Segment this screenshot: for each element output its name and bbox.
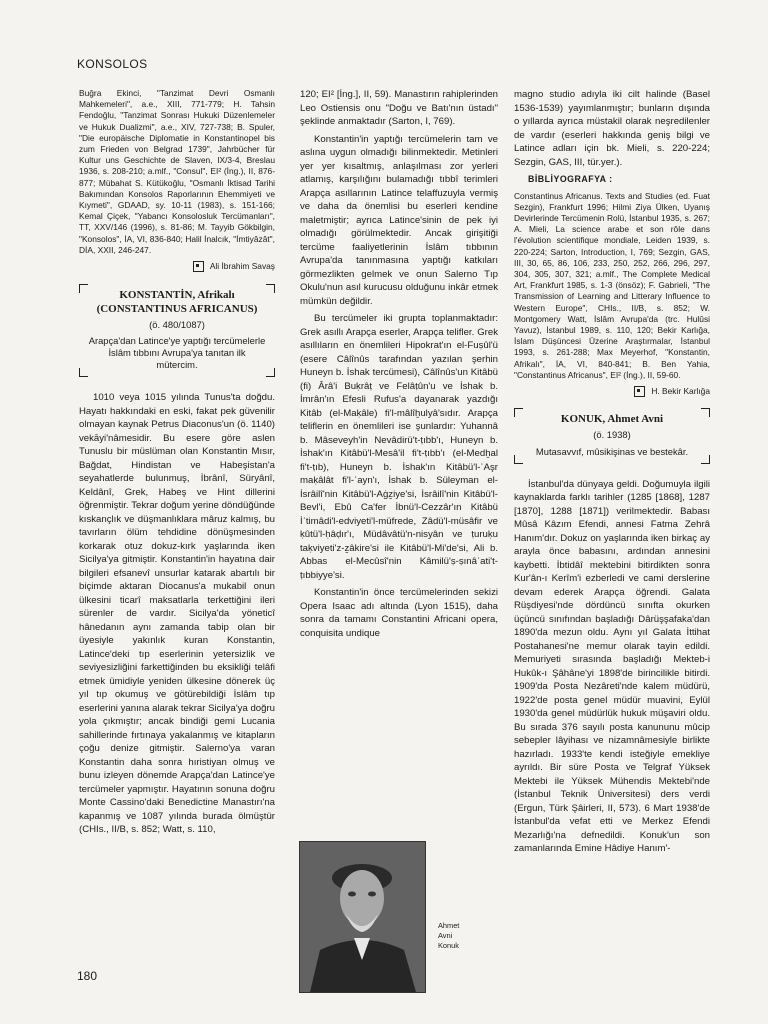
signature-name: Ali İbrahim Savaş xyxy=(209,261,275,272)
corner-mark xyxy=(79,284,88,293)
author-signature xyxy=(79,260,275,274)
caption-line: Konuk xyxy=(438,941,459,950)
entry-body: İstanbul'da dünyaya geldi. Doğumuyla ilgili kaynaklarda farklı tarihler (1285 [1868], 1287 [1870], 1288 [1871]) verilmektedir. Babası Mûsâ Kâzım Efendi, annesi Fatma Zehrâ Hanım'dır. Dokuz on yaşlarında iken birkaç ay arayla önce babasını, ardından annesini kaybetti. İbtidâî mektebini bitirdikten sonra Kur'ân-ı Kerîm'i ezberledi ve cami derslerine devam ederek Arapça öğrendi. Galata Rüşdiyesi'nde dördüncü sınıfta okurken üçüncü sınıfından başladığı Dârüşşafaka'dan 1890'da mezun oldu. Aynı yıl Galata İttihat Postahanesi'ne memur olarak tayin edildi. Memuriyeti sırasında başladığı Mekteb-i Hukûk-ı Şâhâne'yi 1898'de birincilikle bitirdi. 1909'da Posta Nezâreti'nde kalem müdürü, 1922'de posta genel müdür muavini, Eylül 1930'da genel müdürlük hukuk müşaviri oldu. Bu sırada 376 sayılı posta kanununu mûcip sebepler lâyihası ve nizamnâmesiyle birlikte hazırladı. 1933'te kendi isteğiyle emekliye ayrıldı. Bir süre Posta ve Telgraf Yüksek Mektebi ile Yüksek Mühendis Mektebi'nde (İstanbul Teknik Üniversitesi) ders verdi (Ergun, Türk Şâirleri, II, 573). 6 Mart 1938'de İstanbul'da vefat etti ve Merkez Efendi Mezarlığı'na defnedildi. Konuk'un son zamanlarında Emine Hâdiye Hanım'- xyxy=(514,478,710,855)
bibliography-text: Constantinus Africanus. Texts and Studies (ed. Fuat Sezgin), Frankfurt 1996; Hilmi Ziya Ülken, Uyanış Devirlerinde Tercümenin Rolü, İstanbul 1935, s. 267; A. Mieli, La science arabe et son rôle dans l'évolution scientifique mondiale, Leiden 1939, s. 220-224; Sarton, Introduction, I, 769; Sezgin, GAS, III, 30, 65, 86, 106, 233, 250, 252, 266, 296, 297, 304, 305, 307, 321; a.mlf., The Complete Medical Art, Frankfurt 1985, s. 1-3 (önsöz); F. Gabrieli, "The Transmission of Learning and Litterary Influence to Western Europe", CHIs., II/B, s. 852; W. Montgomery Watt, İslâm Avrupa'da (trc. Hulûsi Yavuz), İstanbul 1989, s. 110, 120; Bekir Karlığa, İslam Düşüncesi Üzerine Araştırmalar, İstanbul 1993, s. 261-288; Max Meyerhof, "Konstantin, Afrikalı", İA, VI, 840-841; B. Ben Yahia, "Constantinus Africanus", EI² (İng.), II, 59-60. xyxy=(514,190,710,380)
corner-mark xyxy=(701,455,710,464)
running-head: KONSOLOS xyxy=(77,57,148,71)
signature-name: H. Bekir Karlığa xyxy=(651,385,710,396)
caption-line: Ahmet xyxy=(438,921,460,930)
entry-body: 1010 veya 1015 yılında Tunus'ta doğdu. Hayatı hakkındaki en eski, fakat pek güvenilir olmayan kaynak Petrus Diaconus'un (ö. 1140) vekāyi'nâmesidir. Bu esere göre aslen Tunuslu bir müslüman olan Konstantin Mısır, Bağdat, Hindistan ve Habeşistan'a seyahatlerde bulunmuş, İbrânî, Süryânî, Keldânî, Grek, Habeş ve Hint dillerini öğrenmiştir. Tekrar doğum yerine döndüğünde kıskançlık ve düşmanlıklara mâruz kalmış, bu tavırların ölüm tehdidine dönüşmesinden korkarak otuz dokuz-kırk yaşlarında iken Sicilya'ya gitmiştir. Konstantin'in hayatına dair bilgileri efsanevî unsurlar katarak abartılı bir biçimde aktaran Diocanus'a mukabil onun ülkesini ticarî maksatlarla terkettiğini ileri sürenler de vardır. Sicilya'da yöneticî hânedanın aynı zamanda tabip olan bir üyesiyle yakınlık kuran Konstantin, Latince'deki tıp eserlerinin yetersizlik ve seviyesizliğini farkettiğinden bu eksikliği telâfi etmek ümidiyle yeniden ülkesine dönerek üç yıl tıp okumuş ve götürebildiği İslâm tıp eserlerini yanına alarak tekrar Sicilya'ya doğru yola çıkmıştır; ancak bindiği gemi Lucania sahillerinde fırtınaya yakalanmış ve kitapların çoğu denize gitmiştir. Salerno'ya varan Konstantin daha sonra hıristiyan olmuş ve bunu izleyen dönemde Arapça'dan Latince'ye tercümeler yapmıştır. Hayatının sonuna doğru Monte Cassino'daki Benedictine Manastırı'na kapanmış ve 1087 yılında burada ölmüştür (CHIs., II/B, s. 852; Watt, s. 110, xyxy=(79,392,275,836)
column-middle xyxy=(300,88,498,644)
author-signature xyxy=(514,385,710,399)
bibliography-heading: BİBLİYOGRAFYA : xyxy=(528,174,613,184)
paragraph: magno studio adıyla iki cilt halinde (Basel 1536-1539) yayımlanmıştır; bunların dışında o yıllarda ayrıca müstakil olarak neşredilenler de vardır (eserleri hakkında geniş bilgi ve Latince adları için bk. Mieli, s. 220-224; Sezgin, GAS, III, tür.yer.). xyxy=(514,89,710,168)
portrait-image xyxy=(300,842,425,992)
portrait-photo xyxy=(299,841,426,993)
entry-subtitle: (CONSTANTINUS AFRICANUS) xyxy=(96,302,258,315)
entry-title: KONUK, Ahmet Avni xyxy=(560,413,664,426)
column-left xyxy=(79,88,275,841)
corner-mark xyxy=(701,408,710,417)
paragraph: Bu tercümeler iki grupta toplanmaktadır: Grek asıllı Arapça eserler, Arapça telifler. Grek asıllıların en önemlileri Hipokrat'ın el-Fuṣûl'ü (esere Câlînûs tarafından yazılan şerhin Huneyn b. İshak tercümesi), Câlînûs'un Kitâbü (fi) Ârâ'i Buḳrâṭ ve Felâṭûn'u ve İshak b. İmrân'ın Efesli Rufus'a dayanarak yazdığı Kitâb (el-Maḳâle) fi'l-mâlîḫulyâ'sıdır. Arapça teliflerin en önemlileri ise şunlardır: Yuhannâ b. Mâseveyh'in Nevâdirü't-ṭıbb'ı, Huneyn b. İshak'ın Kitâbü'l-Mesâ'il fi't-ṭıbb'ı (el-Medḫal fi't-ṭıb), Huneyn b. İshak'ın Kitâbü'l-ʿAşr maḳâlât fi'l-ʿayn'ı, İshak b. Süleyman el-İsrâilî'nin Kitâbü'l-Aġẕiye'si, İsrâilî'nin Kitâbü'l-Bevl'i, Ebû Ca'fer İbnü'l-Cezzâr'ın Kitâbü İʿtimâdi'l-edviyeti'l-müfrede, Zâdü'l-müsâfir ve ḳûtü'l-ḥâḍır'ı, Müdâvâtü'n-nisyân ve ṭuruḳu taḳviyeti'z-ẕâkire'si ile Kitâbü'l-Mi'de'si, Ali b. Abbas el-Mecûsî'nin Kâmilü'ṣ-ṣınâʿati't-ṭıbbiyye'si. xyxy=(300,313,498,581)
entry-dates: (ö. 480/1087) xyxy=(149,318,205,330)
column-right xyxy=(514,88,710,860)
entry-title: KONSTANTİN, Afrikalı xyxy=(119,288,235,301)
entry-header-konuk xyxy=(514,408,710,464)
signature-icon xyxy=(193,261,204,272)
paragraph: Konstantin'in önce tercümelerinden sekizi Opera Isaac adı altında (Lyon 1515), daha sonra da tamamı Constantini Africani opera, conquisita undique xyxy=(300,587,498,639)
paragraph: Konstantin'in yaptığı tercümelerin tam ve aslına uygun olmadığı bilinmektedir. Metinleri yer yer kısaltmış, anlaşılması zor yerleri atlamış, karşılığını bulamadığı tıbbî terimleri Arapça asıllarının Latince telaffuzuyla vermiş ve daha da önemlisi bu eserleri kendine maletmiştir; ayrıca Latince'sinin de pek iyi olmadığı görülmektedir. Ancak girişitiği tercüme faaliyetlerinin İslâm tıbbının Avrupa'da tanınmasına yaptığı katkıları görmezlikten gelmek ve onun Salerno Tıp Okulu'nun asıl kurucusu olduğunu inkâr etmek mümkün değildir. xyxy=(300,133,498,307)
entry-description: Arapça'dan Latince'ye yaptığı tercümelerle İslâm tıbbını Avrupa'ya tanıtan ilk mütercim. xyxy=(88,335,266,371)
corner-mark xyxy=(79,368,88,377)
corner-mark xyxy=(266,368,275,377)
paragraph: 120; EI² [İng.], II, 59). Manastırın rahiplerinden Leo Ostiensis onu "Doğu ve Batı'nın üstadı" şeklinde anmaktadır (Sarton, I, 769). xyxy=(300,89,498,127)
caption-line: Avni xyxy=(438,931,453,940)
entry-dates: (ö. 1938) xyxy=(593,429,631,441)
entry-description: Mutasavvıf, mûsikişinas ve bestekâr. xyxy=(535,445,689,457)
corner-mark xyxy=(266,284,275,293)
corner-mark xyxy=(514,455,523,464)
bibliography-text: Buğra Ekinci, "Tanzimat Devri Osmanlı Mahkemeleri", a.e., XIII, 771-779; H. Tahsin Fendoğlu, "Tanzimat Sonrası Hukuki Düzenlemeler ve Hukuk Dualizmi", a.e., XIV, 727-738; B. Spuler, "Die europäische Diplomatie in Konstantinopel bis zum Frieden von Belgrad 1739", Jahrbücher für Kultur uns Geschichte de Slaven, IX/3-4, Breslau 1936, s. 208-210; a.mlf., "Consul", EI² (İng.), II, 876-877; Mübahat S. Kütükoğlu, "Osmanlı İktisad Tarihi Bakımından Konsolos Raporlarının Ehemmiyeti ve Kıymeti", GDAAD, sy. 10-11 (1983), s. 151-166; Kemal Çiçek, "Yabancı Konsolosluk Tercümanları", TT, XXV/146 (1996), s. 81-86; M. Tayyib Gökbilgin, "Konsolos", İA, VI, 836-840; Halil İnalcık, "İmtiyâzât", DİA, XXII, 246-247. xyxy=(79,88,275,255)
signature-icon xyxy=(634,386,645,397)
corner-mark xyxy=(514,408,523,417)
page-number: 180 xyxy=(77,969,98,983)
photo-caption xyxy=(438,921,459,951)
entry-header-konstantin xyxy=(79,284,275,378)
